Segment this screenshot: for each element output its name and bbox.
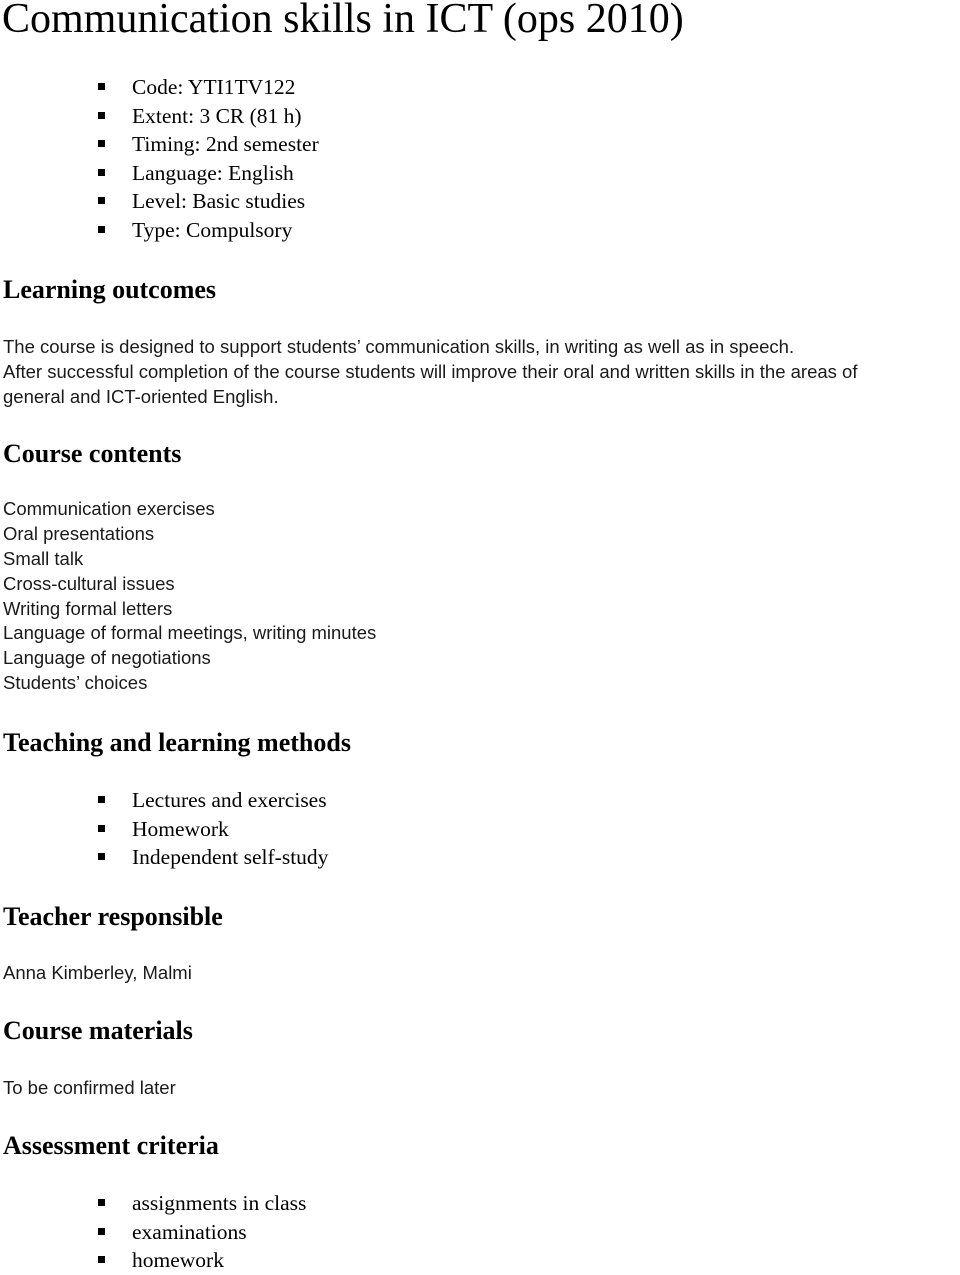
course-timing: Timing: 2nd semester xyxy=(132,132,319,156)
course-extent: Extent: 3 CR (81 h) xyxy=(132,103,302,128)
course-level: Level: Basic studies xyxy=(132,189,306,213)
teaching-methods-heading: Teaching and learning methods xyxy=(3,728,351,757)
square-bullet-icon xyxy=(98,1228,105,1235)
list-item xyxy=(98,102,319,131)
list-item xyxy=(98,187,319,216)
list-item: Small talk xyxy=(3,547,84,569)
learning-outcomes-text xyxy=(3,334,857,409)
list-item-label: Homework xyxy=(132,816,229,841)
list-item: Language of formal meetings, writing minutes xyxy=(3,622,377,644)
square-bullet-icon xyxy=(98,112,105,119)
square-bullet-icon xyxy=(98,1199,105,1206)
course-contents-heading: Course contents xyxy=(3,439,182,468)
square-bullet-icon xyxy=(98,853,105,860)
list-item xyxy=(98,1246,306,1275)
page-title: Communication skills in ICT (ops 2010) xyxy=(2,0,684,42)
list-item: Oral presentations xyxy=(3,522,155,544)
teaching-methods-list xyxy=(98,786,328,872)
square-bullet-icon xyxy=(98,226,105,233)
course-materials-text: To be confirmed later xyxy=(3,1077,176,1098)
list-item-label: examinations xyxy=(132,1219,247,1244)
teacher-responsible-heading: Teacher responsible xyxy=(3,902,223,931)
text-line: The course is designed to support students’ communication skills, in writing as well as in speech. xyxy=(3,336,795,357)
list-item xyxy=(98,843,328,872)
course-code: Code: YTI1TV122 xyxy=(132,75,296,99)
list-item: Cross-cultural issues xyxy=(3,572,175,594)
list-item: Language of negotiations xyxy=(3,647,211,669)
list-item-label: Independent self-study xyxy=(132,845,329,869)
square-bullet-icon xyxy=(98,140,105,147)
square-bullet-icon xyxy=(98,169,105,176)
square-bullet-icon xyxy=(98,1256,105,1263)
text-line: general and ICT-oriented English. xyxy=(3,386,279,407)
list-item xyxy=(98,73,319,102)
assessment-criteria-heading: Assessment criteria xyxy=(3,1131,219,1160)
list-item-label: homework xyxy=(132,1248,224,1272)
course-language: Language: English xyxy=(132,160,294,185)
square-bullet-icon xyxy=(98,197,105,204)
teacher-responsible-text: Anna Kimberley, Malmi xyxy=(3,962,192,983)
list-item xyxy=(98,159,319,188)
text-line: After successful completion of the course students will improve their oral and written skills in the areas of xyxy=(3,361,858,382)
assessment-criteria-list xyxy=(98,1189,306,1275)
course-info-list xyxy=(98,73,319,244)
list-item xyxy=(98,130,319,159)
list-item: Writing formal letters xyxy=(3,597,173,619)
list-item xyxy=(98,786,328,815)
learning-outcomes-heading: Learning outcomes xyxy=(3,275,217,304)
course-materials-heading: Course materials xyxy=(3,1016,193,1045)
square-bullet-icon xyxy=(98,825,105,832)
list-item xyxy=(98,1218,306,1247)
list-item xyxy=(98,815,328,844)
list-item: Communication exercises xyxy=(3,498,215,519)
course-type: Type: Compulsory xyxy=(132,217,293,242)
list-item: Students’ choices xyxy=(3,672,148,694)
list-item xyxy=(98,1189,306,1218)
list-item-label: assignments in class xyxy=(132,1191,307,1215)
square-bullet-icon xyxy=(98,83,105,90)
list-item-label: Lectures and exercises xyxy=(132,788,327,812)
list-item xyxy=(98,216,319,245)
course-contents-list xyxy=(3,497,376,696)
square-bullet-icon xyxy=(98,796,105,803)
